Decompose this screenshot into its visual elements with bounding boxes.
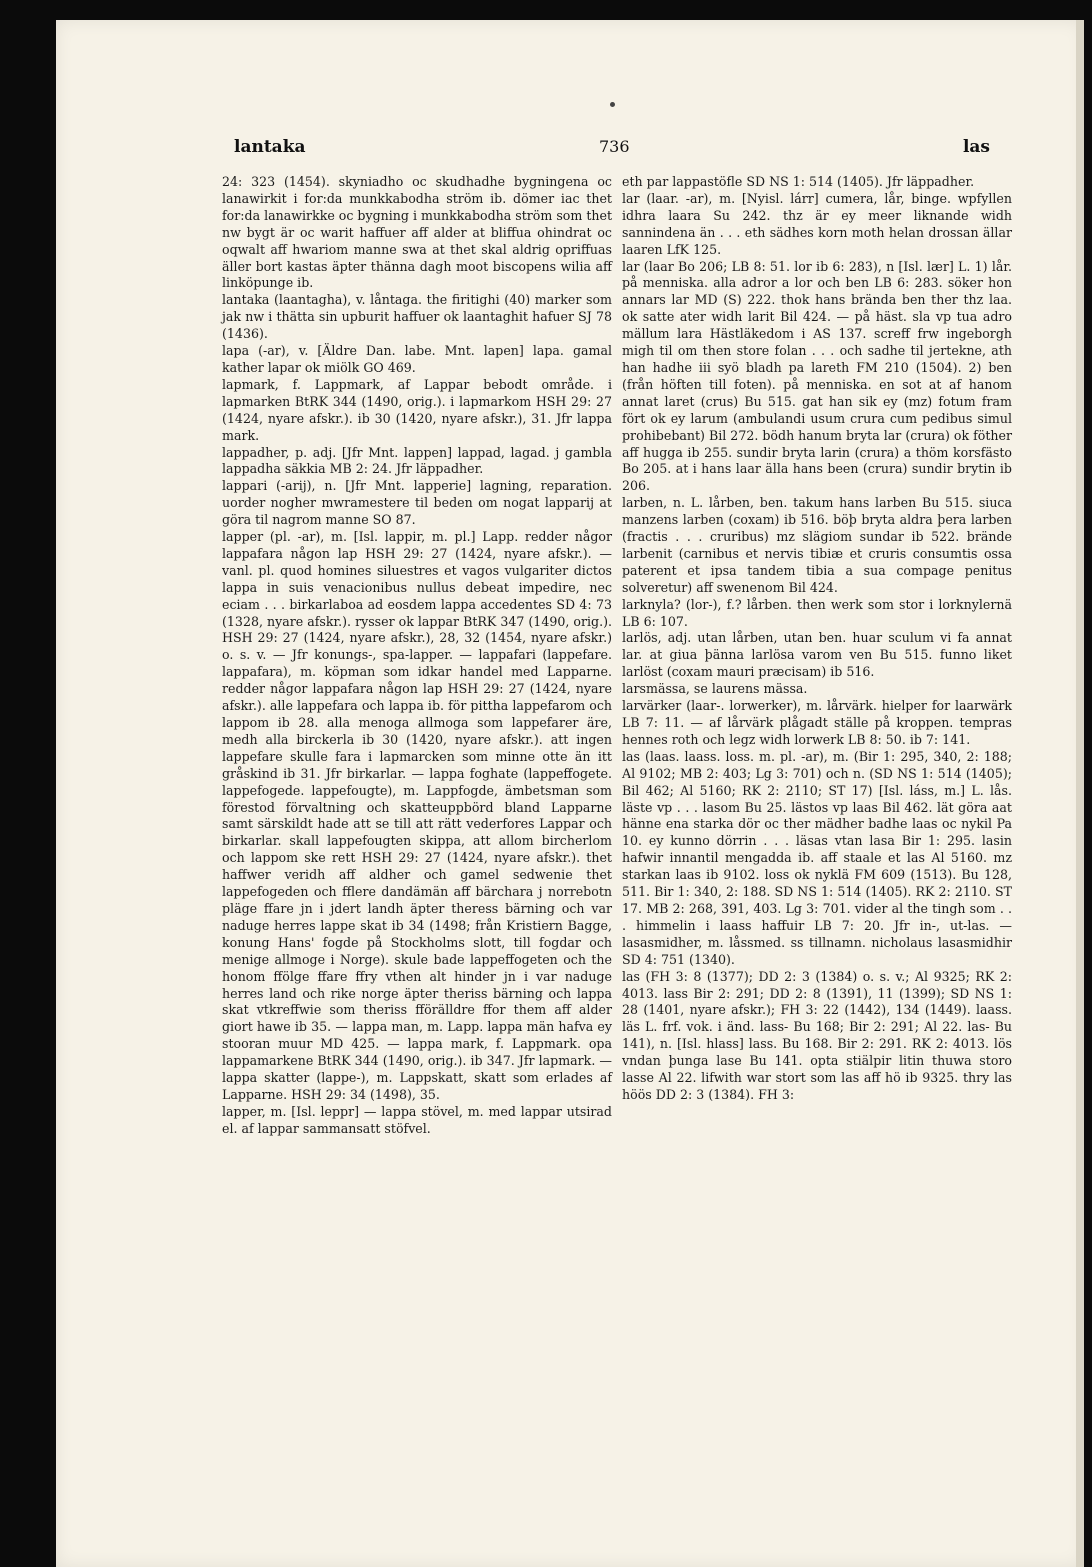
entry-lantaka: lantaka (laantagha), v. låntaga. the firitighi (40) marker som jak nw i thätta sin upburit haffuer ok laantaghit hafuer SJ 78 (1436). [222, 292, 612, 342]
entry-larsmassa: larsmässa, se laurens mässa. [622, 681, 808, 697]
printer-dot [610, 102, 615, 107]
entry-larvarker: larvärker (laar-. lorwerker), m. lårvärk. hielper for laarwärk LB 7: 11. — af lårvärk plågadt ställe på kroppen. tempras hennes roth och legz widh lorwerk LB 8: 50. ib 7: 141. [622, 698, 1012, 747]
entry-lar-2: lar (laar Bo 206; LB 8: 51. lor ib 6: 283), n [Isl. lær] L. 1) lår. på menniska. alla adror a lor och ben LB 6: 283. söker hon annars lar MD (S) 222. thok hans brända ben ther thz laa. ok satte ater widh larit Bil 424. — på häst. sla vp tua adro mällum lara Hästläkedom i AS 137. screff frw ingeborgh migh til om then store folan . . . och sadhe til jertekne, ath han hadhe iii syö bladh pa lareth FM 210 (1504). 2) ben (från höften till foten). på menniska. en sot at af hanom annat laret (crus) Bu 515. gat han sik ey (mz) fotum fram fört ok ey larum (ambulandi usum crura cum pedibus simul prohibebant) Bil 272. bödh hanum bryta lar (crura) ok föther aff hugga ib 255. sundir bryta larin (crura) a thöm korsfästo Bo 205. at i hans laar älla hans been (crura) sundir brytin ib 206. [622, 258, 1012, 494]
dictionary-page [56, 20, 1084, 1567]
entry-lanawirke-cont: 24: 323 (1454). skyniadho oc skudhadhe bygningena oc lanawirkit i for:da munkkabodha ström ib. dömer iac thet for:da lanawirkke oc bygning i munkkabodha ström som thet nw bygt är oc warit haffuer aff alder at bliffua ohindrat oc oqwalt aff hwariom manne swa at thet skal aldrig opriffuas äller bort kastas äpter thänna dagh moot biscopens wilia aff linköpunge ib. [222, 174, 613, 291]
right-headword: las [962, 137, 990, 157]
entry-lar-1: lar (laar. -ar), m. [Nyisl. lárr] cumera, lår, binge. wpfyllen idhra laara Su 242. thz är ey meer liknande widh sannindena än . . . eth sädhes korn moth helan drossan ällar laaren LfK 125. [622, 190, 1012, 257]
entry-lappari: lappari (-arij), n. [Jfr Mnt. lapperie] lagning, reparation. uorder nogher mwramestere til beden om nogat lapparij at göra til nagrom manne SO 87. [222, 478, 612, 528]
entry-larben: larben, n. L. lårben, ben. takum hans larben Bu 515. siuca manzens larben (coxam) ib 516. böþ bryta aldra þera larben (fractis . . . cruribus) mz slägiom sundar ib 522. brände larbenit (carnibus et nervis tibiæ et cruris consumtis ossa paterent et ipsa tandem tibia a sua compage penitus solveretur) aff swenenom Bil 424. [622, 495, 1012, 595]
entry-lapa: lapa (-ar), v. [Äldre Dan. labe. Mnt. lapen] lapa. gamal kather lapar ok miölk GO 469. [222, 343, 612, 375]
entry-larlos: larlös, adj. utan lårben, utan ben. huar sculum vi fa annat lar. at giua þänna larlösa varom ven Bu 515. funno liket larlöst (coxam mauri præcisam) ib 516. [622, 630, 1012, 680]
entry-lapmark: lapmark, f. Lappmark, af Lappar bebodt område. i lapmarken BtRK 344 (1490, orig.). i lapmarkom HSH 29: 27 (1424, nyare afskr.). ib 30 (1420, nyare afskr.), 31. Jfr lappa mark. [222, 376, 612, 443]
right-column [622, 174, 1012, 1104]
left-column [222, 174, 612, 1138]
entry-lapper-2: lapper, m. [Isl. leppr] — lappa stövel, m. med lappar utsirad el. af lappar sammansatt stöfvel. [222, 1103, 612, 1136]
page-edge [1076, 20, 1084, 1567]
entry-lapper-1: lapper (pl. -ar), m. [Isl. lappir, m. pl.] Lapp. redder någor lappafara någon lap HSH 29: 27 (1424, nyare afskr.). — vanl. pl. quod homines siluestres et vagos vulgariter dictos lappa in suis venacionibus nullus debeat impedire, nec eciam . . . birkarlaboa ad eosdem lappa accedentes SD 4: 73 (1328, nyare afskr.). rysser ok lappar BtRK 347 (1490, orig.). HSH 29: 27 (1424, nyare afskr.), 28, 32 (1454, nyare afskr.) o. s. v. — Jfr konungs-, spa-lapper. — lappafari (lappefare. lappafara), m. köpman som idkar handel med Lapparne. redder någor lappafara någon lap HSH 29: 27 (1424, nyare afskr.). alle lappefara och lappa ib. för pittha lappefarom och lappom ib 28. alla menoga allmoga som lappefarer äre, medh alla birckerla ib 30 (1420, nyare afskr.). att ingen lappefare skulle fara i lapmarcken som minne otte än itt gråskind ib 31. Jfr birkarlar. — lappa foghate (lappeffogete. lappefogede. lappefougte), m. Lappfogde, ämbetsman som förestod förvaltning och skatteuppbörd bland Lapparne samt särskildt hade att se till att rätt vederfores Lappar och birkarlar. skall lappefougten skippa, att allom bircherlom och lappom ske rett HSH 29: 27 (1424, nyare afskr.). thet haffwer veridh aff aldher och gamel sedwenie thet lappefogeden och fflere dandämän aff bärchara j norrebotn pläge ffare jn i jdert landh äpter theress bärning och var naduge herres lappe skat ib 34 (1498; från Kristiern Bagge, konung Hans' fogde på Stockholms slott, till fogdar och menige allmoge i Norge). skule bade lappeffogeten och the honom ffölge ffare ffry vthen alt hinder jn i var naduge herres land och rike norge äpter theriss bärning och lappa skat vtkreffwie som theriss fförälldre ffor them aff alder giort hawe ib 35. — lappa man, m. Lapp. lappa män hafva ey stooran muur MD 425. — lappa mark, f. Lappmark. opa lappamarkene BtRK 344 (1490, orig.). ib 347. Jfr lapmark. — lappa skatter (lappe-), m. Lappskatt, skatt som erlades af Lapparne. HSH 29: 34 (1498), 35. [222, 529, 612, 1102]
entry-lappadher: lappadher, p. adj. [Jfr Mnt. lappen] lappad, lagad. j gambla lappadha säkkia MB 2: 24. Jfr läppadher. [222, 444, 612, 477]
entry-lappastovel-cont: eth par lappastöfle SD NS 1: 514 (1405). Jfr läppadher. [622, 174, 975, 189]
entry-las-2: las (FH 3: 8 (1377); DD 2: 3 (1384) o. s. v.; Al 9325; RK 2: 4013. lass Bir 2: 291; DD 2: 8 (1391), 11 (1399); SD NS 1: 28 (1401, nyare afskr.); FH 3: 22 (1442), 134 (1449). laass. läs L. frf. vok. i änd. lass- Bu 168; Bir 2: 291; Al 22. las- Bu 141), n. [Isl. hlass] lass. Bu 168. Bir 2: 291. RK 2: 4013. lös vndan þunga lase Bu 141. opta stiälpir litin thuwa storo lasse Al 22. lifwith war stort som las aff hö ib 9325. thry las höös DD 2: 3 (1384). FH 3: [622, 968, 1012, 1102]
page-number: 736 [599, 137, 630, 156]
running-header [56, 137, 1084, 167]
entry-las-1: las (laas. laass. loss. m. pl. -ar), m. (Bir 1: 295, 340, 2: 188; Al 9102; MB 2: 403; Lg 3: 701) och n. (SD NS 1: 514 (1405); Bil 462; Al 5160; RK 2: 2110; ST 17) [Isl. láss, m.] L. lås. läste vp . . . lasom Bu 25. lästos vp laas Bil 462. lät göra aat hänne ena starka dör oc ther mädher badhe laas oc nykil Pa 10. ey kunno dörrin . . . läsas vtan lasa Bir 1: 295. lasin hafwir innantil mengadda ib. aff staale et las Al 5160. mz starkan laas ib 9102. loss ok nyklä FM 609 (1513). Bu 128, 511. Bir 1: 340, 2: 188. SD NS 1: 514 (1405). RK 2: 2110. ST 17. MB 2: 268, 391, 403. Lg 3: 701. vider al the tingh som . . . himmelin i laass haffuir LB 7: 20. Jfr in-, ut-las. — lasasmidher, m. låssmed. ss tillnamn. nicholaus lasasmidhir SD 4: 751 (1340). [622, 748, 1012, 967]
left-headword: lantaka [234, 137, 306, 157]
entry-larknyla: larknyla? (lor-), f.? lårben. then werk som stor i lorknylernä LB 6: 107. [622, 596, 1012, 629]
